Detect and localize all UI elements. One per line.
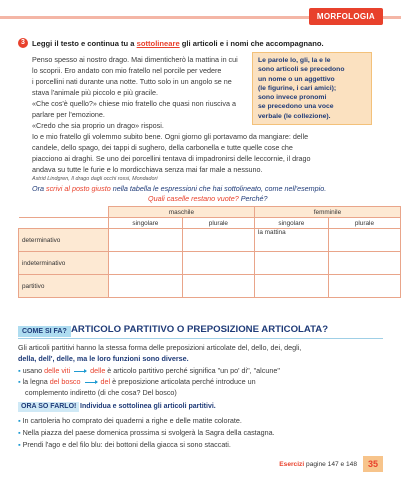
exercise-number-badge: 3 (18, 38, 28, 48)
text-line: Io e mio fratello gli volemmo subito bene. Ogni giorno gli portavamo da mangiare: delle (32, 132, 309, 141)
text-line: candele, dello spago, dei tappi di sughero, della carbonella e tutte quelle cose che (32, 143, 293, 152)
section-label: MORFOLOGIA (309, 8, 383, 25)
subheader-cell: singolare (254, 218, 328, 229)
note-line: (le figurine, i cari amici); (258, 84, 337, 92)
page-number: 35 (363, 456, 383, 472)
note-line: Le parole lo, gli, la e le (258, 57, 331, 64)
subheader-cell: plurale (328, 218, 400, 229)
task-pre: Ora (32, 184, 46, 193)
table-cell[interactable] (108, 252, 182, 275)
note-line: se precedono una voce (258, 103, 334, 111)
practice-item (18, 428, 275, 439)
table-cell[interactable] (108, 275, 182, 298)
bullet-dot: ▪ (18, 366, 21, 375)
group-header-maschile: maschile (108, 207, 254, 218)
task-instruction (32, 184, 326, 193)
text-line: stava l'animale più piccolo e più gracile. (32, 88, 159, 97)
note-line: sono invece pronomi (258, 94, 327, 102)
b1-pre: usano (22, 366, 45, 375)
table-cell[interactable] (328, 275, 400, 298)
bullet-dot: ▪ (18, 416, 21, 425)
arrow-icon (85, 382, 97, 383)
theory-intro-2: della, dell', delle, ma le loro funzioni sono diverse. (18, 354, 189, 363)
table-cell[interactable] (254, 275, 328, 298)
text-line: i porcellini nati durante una notte. Tutto solo in un angolo se ne (32, 77, 232, 86)
b2-pre: la legna (22, 377, 50, 386)
articles-table (18, 206, 401, 298)
exercises-label: Esercizi (279, 461, 305, 468)
note-line: sono articoli se precedono (258, 66, 345, 74)
b2-preposition: del (100, 377, 111, 386)
table-cell[interactable] (108, 229, 182, 252)
bullet-dot: ▪ (18, 377, 21, 386)
table-cell[interactable] (182, 229, 254, 252)
task-post: nella tabella le espressioni che hai sottolineato, come nell'esempio. (110, 184, 327, 193)
theory-bullet-1 (18, 366, 280, 377)
practice-item (18, 440, 231, 451)
row-label-determinativo: determinativo (19, 229, 109, 252)
come-si-fa-badge: COME SI FA? (18, 326, 71, 337)
b2-post: è preposizione articolata perché introduce un (110, 377, 256, 386)
table-cell[interactable] (328, 252, 400, 275)
exercises-pages: pagine 147 e 148 (306, 461, 357, 468)
theory-bullet-2 (18, 377, 256, 388)
practice-item-text: In cartoleria ho comprato dei quaderni a righe e delle matite colorate. (22, 416, 242, 425)
theory-intro-1-text: Gli articoli partitivi hanno la stessa forma delle preposizioni articolate del, dello, dei, degli, (18, 343, 302, 352)
table-corner (19, 207, 109, 218)
group-header-femminile: femminile (254, 207, 400, 218)
task-question-highlight: Quali caselle restano vuote? (148, 194, 239, 203)
table-cell[interactable] (182, 252, 254, 275)
exercise-instruction (32, 39, 324, 48)
text-line: piacciono ai draghi. Se uno dei porcellini tentava di impadronirsi delle leccornie, il drago (32, 154, 311, 163)
b2-example: del bosco (49, 377, 81, 386)
task-highlight: scrivi al posto giusto (45, 184, 111, 193)
arrow-icon (74, 371, 86, 372)
subheader-cell: singolare (108, 218, 182, 229)
practice-title: Individua e sottolinea gli articoli partitivi. (80, 403, 216, 410)
table-cell[interactable] (254, 252, 328, 275)
b1-article: delle (90, 366, 106, 375)
note-line: verbale (le collezione). (258, 112, 331, 120)
b1-example: delle viti (44, 366, 71, 375)
table-cell[interactable] (182, 275, 254, 298)
note-line: un nome o un aggettivo (258, 75, 335, 83)
task-question (148, 194, 267, 203)
text-line: andava su tutte le furie e lo mordicchiava senza mai far male a nessuno. (32, 165, 263, 174)
text-line: parlare per l'emozione. (32, 110, 105, 119)
row-label-partitivo: partitivo (19, 275, 109, 298)
practice-item-text: Nella piazza del paese domenica prossima si svolgerà la Sagra della castagna. (22, 428, 275, 437)
text-line: lo scoprii. Ero andato con mio fratello nel porcile per vedere (32, 66, 222, 75)
instruction-pre: Leggi il testo e continua tu a (32, 39, 137, 48)
bullet-dot: ▪ (18, 428, 21, 437)
source-citation: Astrid Lindgren, Il drago dagli occhi rossi, Mondadori (32, 176, 158, 182)
theory-rule (18, 338, 383, 339)
text-line: «Che cos'è quello?» chiese mio fratello che quasi non riusciva a (32, 99, 236, 108)
theory-title: ARTICOLO PARTITIVO O PREPOSIZIONE ARTICOLATA? (71, 324, 329, 335)
table-cell-example[interactable]: la mattina (254, 229, 328, 252)
instruction-highlight: sottolineare (136, 39, 180, 48)
bullet-dot: ▪ (18, 440, 21, 449)
theory-bullet-2-cont: complemento indiretto (di che cosa? Del bosco) (25, 388, 177, 397)
grammar-note-box (252, 52, 372, 125)
task-question-post: Perché? (238, 194, 268, 203)
practice-item (18, 416, 242, 427)
instruction-post: gli articoli e i nomi che accompagnano. (179, 39, 324, 48)
practice-item-text: Prendi l'ago e del filo blu: dei bottoni della giacca si sono staccati. (22, 440, 231, 449)
subheader-cell: plurale (182, 218, 254, 229)
theory-intro-1 (18, 343, 301, 354)
text-line: Penso spesso ai nostro drago. Mai dimenticherò la mattina in cui (32, 55, 238, 64)
table-cell[interactable] (328, 229, 400, 252)
b1-post: è articolo partitivo perché significa "un po' di", "alcune" (105, 366, 280, 375)
exercises-reference (279, 461, 357, 468)
table-corner-2 (19, 218, 109, 229)
row-label-indeterminativo: indeterminativo (19, 252, 109, 275)
ora-so-farlo-badge: ORA SO FARLO! (18, 402, 79, 412)
text-line: «Credo che sia proprio un drago» risposi. (32, 121, 164, 130)
